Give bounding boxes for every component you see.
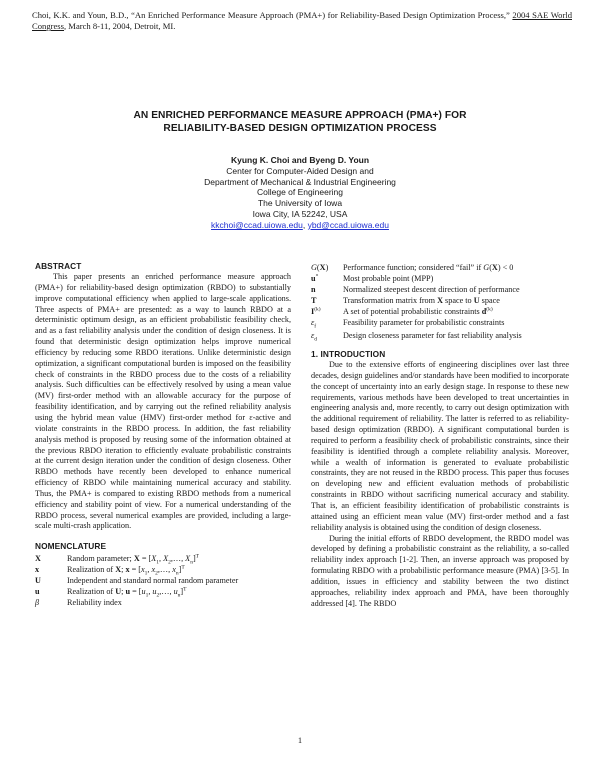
nomenclature-definition: Transformation matrix from X space to U space bbox=[343, 296, 500, 305]
nomenclature-item bbox=[311, 284, 569, 295]
nomenclature-item bbox=[311, 317, 569, 328]
affiliation-line: College of Engineering bbox=[256, 187, 343, 198]
author-emails bbox=[100, 220, 500, 231]
nomenclature-symbol: G(X) bbox=[311, 263, 329, 272]
abstract-heading: ABSTRACT bbox=[35, 261, 82, 271]
nomenclature-definition: Independent and standard normal random parameter bbox=[67, 576, 239, 586]
nomenclature-item bbox=[311, 295, 569, 306]
affiliation-line: Center for Computer-Aided Design and bbox=[226, 165, 374, 176]
nomenclature-definition: Normalized steepest descent direction of performance bbox=[343, 285, 520, 294]
nomenclature-definition: Realization of U; $u = [u_1$, $u_2,\dots$, $u_n]^T$ bbox=[67, 586, 187, 599]
left-column bbox=[35, 261, 291, 608]
email-link-choi[interactable]: kkchoi@ccad.uiowa.edu bbox=[211, 219, 303, 230]
introduction-paragraph-1: Due to the extensive efforts of engineering disciplines over last three decades, design guidelines and/or standards have been modified to incorporate the concept of uncertainty into an early design stage. In response to these new requirements, various methods have been developed to treat uncertainties in engineering analysis and, more recently, to carry out design optimization with the additional requirement of reliability. The latter is referred to as reliability-based design optimization (RBDO). A significant computational burden is required to perform a feasibility check of probabilistic constraints, since their feasibility is identified through a complete reliability analysis. Moreover, while a wealth of information is generated to evaluate probabilistic constraints, they are not reused in the RBDO process. This paper thus focuses on developing new and efficient evaluation methods of probabilistic constraints in RBDO without sacrificing numerical accuracy and stability. That is, an efficient feasibility identification of probabilistic constraints is attained using an efficient mean value (MV) first-order method and a fast reliability analysis is obtained using the condition of design closeness. bbox=[311, 360, 569, 532]
nomenclature-symbol: u* bbox=[311, 273, 319, 283]
introduction-paragraph-2: During the initial efforts of RBDO development, the RBDO model was developed by defining a probabilistic constraint as the reliability, a so-called reliability index approach [1-2]. Then, an inverse approach was proposed by formulating RBDO with a probabilistic performance measure (PMA) [3-5]. In addition, issues in efficiency and stability between the two distinct approaches, reliability index approach and PMA, have been thoroughly addressed [4]. The RBDO bbox=[311, 533, 569, 608]
nomenclature-item bbox=[35, 564, 291, 575]
right-column bbox=[311, 261, 569, 609]
citation-prefix: Choi, K.K. and Youn, B.D., “An Enriched Performance Measure Approach (PMA+) for Reliability-Based Design Optimization Process,” bbox=[32, 10, 513, 20]
nomenclature-definition: Realization of X; $x = [x_1$, $x_2,\dots$, $x_n]^T$ bbox=[67, 564, 185, 577]
nomenclature-symbol: X bbox=[35, 554, 41, 564]
nomenclature-definition: A set of potential probabilistic constraints $d^{(k)}$ bbox=[343, 306, 493, 316]
nomenclature-item bbox=[311, 273, 569, 284]
nomenclature-definition: Feasibility parameter for probabilistic constraints bbox=[343, 318, 505, 327]
nomenclature-symbol: u bbox=[35, 587, 40, 597]
nomenclature-list bbox=[35, 553, 291, 608]
affiliation-line: Iowa City, IA 52242, USA bbox=[252, 208, 348, 219]
author-block bbox=[100, 155, 500, 231]
nomenclature-item bbox=[311, 306, 569, 317]
affiliation-line: The University of Iowa bbox=[257, 198, 343, 209]
paper-title bbox=[60, 109, 540, 135]
page-number: 1 bbox=[297, 735, 303, 745]
nomenclature-definition: Design closeness parameter for fast reliability analysis bbox=[343, 331, 522, 340]
nomenclature-definition: Performance function; considered “fail” if G(X) < 0 bbox=[343, 263, 514, 272]
nomenclature-symbol: U bbox=[35, 576, 41, 586]
citation-venue-link[interactable]: 2004 SAE World Congress bbox=[32, 10, 572, 32]
nomenclature-definition: Random parameter; $X = [X_1$, $X_2,\dots$, $X_n]^T$ bbox=[67, 553, 200, 566]
nomenclature-definition: Most probable point (MPP) bbox=[343, 274, 434, 283]
nomenclature-symbol: $\varepsilon_f$ bbox=[311, 318, 317, 330]
title-line-2: RELIABILITY-BASED DESIGN OPTIMIZATION PROCESS bbox=[163, 123, 437, 134]
citation-header bbox=[32, 10, 572, 32]
nomenclature-item bbox=[35, 553, 291, 564]
nomenclature-list-continued bbox=[311, 262, 569, 341]
author-names: Kyung K. Choi and Byeng D. Youn bbox=[230, 155, 370, 165]
nomenclature-definition: Reliability index bbox=[67, 598, 122, 608]
nomenclature-symbol: β bbox=[35, 598, 40, 608]
email-separator: , bbox=[302, 219, 308, 230]
introduction-heading: 1. INTRODUCTION bbox=[311, 349, 386, 359]
nomenclature-item bbox=[311, 330, 569, 341]
nomenclature-symbol: n bbox=[311, 285, 316, 294]
abstract-text: This paper presents an enriched performance measure approach (PMA+) for reliability-based design optimization (RBDO) to substantially improve computational efficiency when applied to large-scale applications. Three aspects of PMA+ are presented: as a way to launch RBDO at a deterministic optimum design, as an efficient probabilistic feasibility check, and as a fast reliability analysis under the condition of design closeness. It is found that deterministic design optimization helps improve numerical efficiency by reducing some RBDO iterations. Unlike deterministic design optimization, a significant computational burden is imposed on the feasibility check of constraints in the RBDO process due to the costs of a reliability analysis. Such difficulties can be effectively resolved by using a mean value (MV) first-order method with an allowable accuracy for the purpose of feasibility identification, and by carrying out the refined reliability analysis using the hybrid mean value (HMV) first-order method for ε-active and violate constraints in the RBDO process. In addition, the fast reliability analysis method is proposed by reusing some of the information obtained at the previous RBDO iteration to efficiently evaluate probabilistic constraints at the current design iteration under the condition of design closeness. Other RBDO methods have recently been developed to enhance numerical efficiency of RBDO while maintaining numerical accuracy and stability. Thus, the PMA+ is compared to existing RBDO methods from a numerical efficiency and stability point of view. For a numerical understanding of the RBDO process, several numerical examples are provided, including a large-scale multi-crash application. bbox=[35, 272, 291, 531]
nomenclature-item bbox=[311, 262, 569, 273]
affiliation-line: Department of Mechanical & Industrial Engineering bbox=[204, 176, 396, 187]
email-link-youn[interactable]: ybd@ccad.uiowa.edu bbox=[307, 219, 389, 230]
citation-suffix: , March 8-11, 2004, Detroit, MI. bbox=[64, 21, 176, 32]
nomenclature-heading: NOMENCLATURE bbox=[35, 541, 107, 552]
nomenclature-symbol: $I^{(k)}$ bbox=[311, 306, 321, 316]
nomenclature-symbol: T bbox=[311, 296, 317, 305]
nomenclature-item bbox=[35, 597, 291, 608]
nomenclature-symbol: x bbox=[35, 565, 40, 575]
title-line-1: AN ENRICHED PERFORMANCE MEASURE APPROACH (PMA+) FOR bbox=[133, 110, 467, 121]
nomenclature-symbol: $\varepsilon_d$ bbox=[311, 331, 317, 343]
nomenclature-item bbox=[35, 586, 291, 597]
nomenclature-item bbox=[35, 575, 291, 586]
